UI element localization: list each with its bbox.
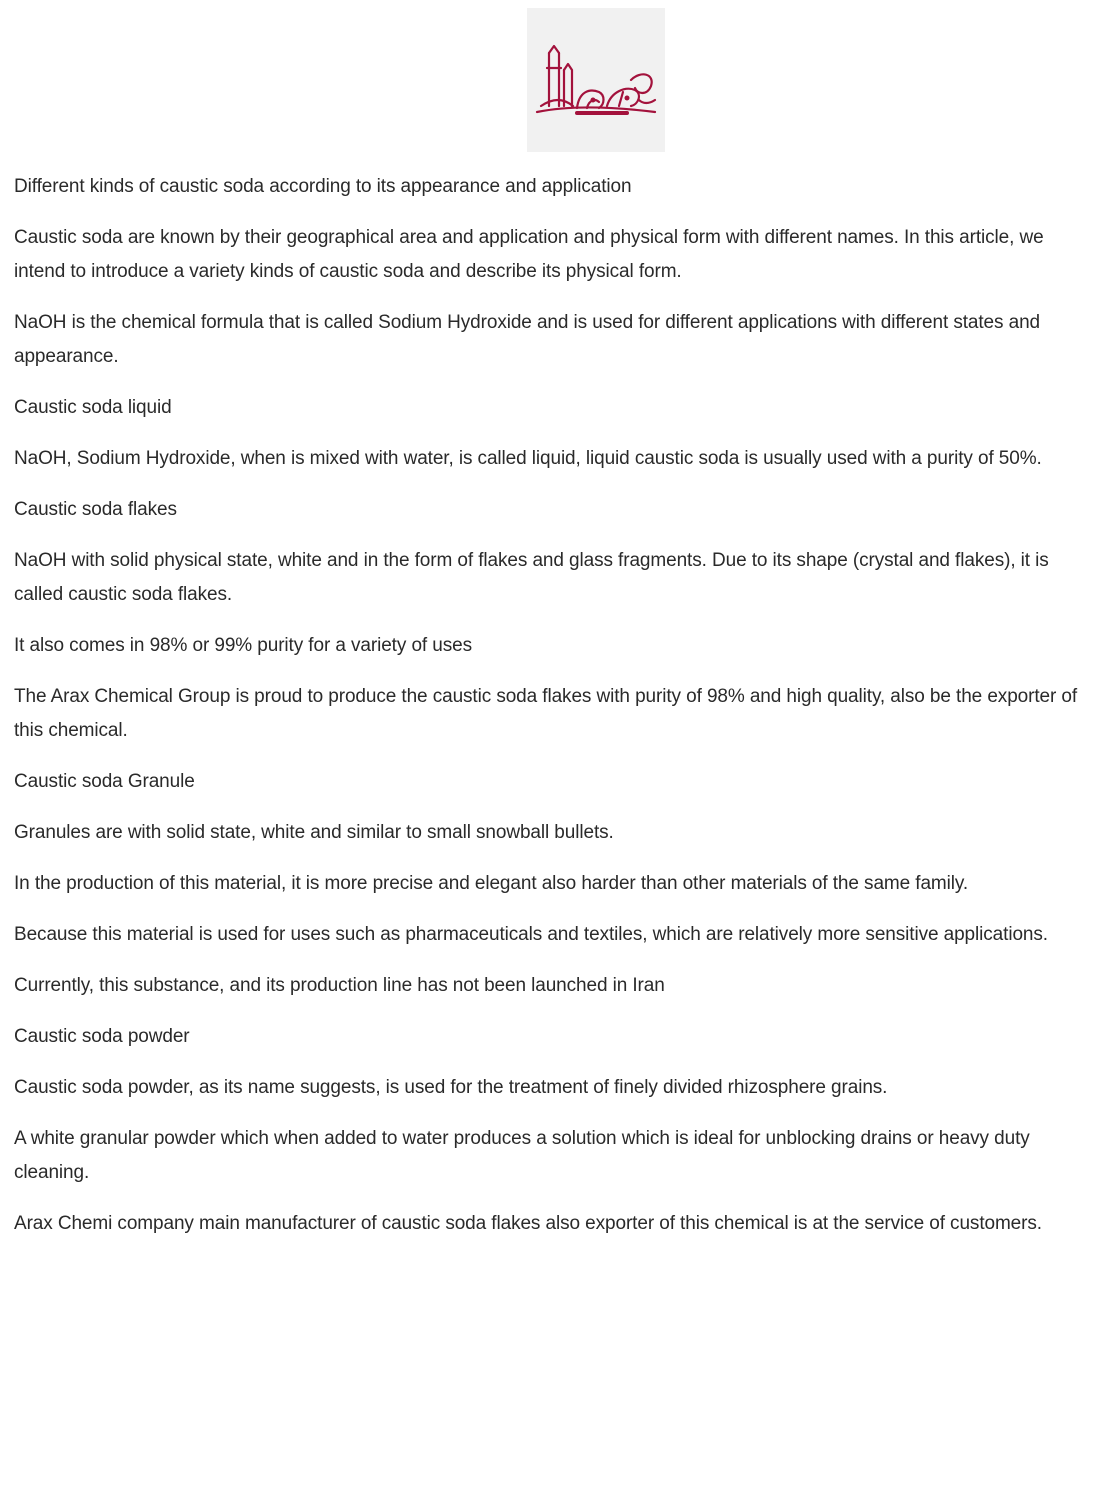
article-title: Different kinds of caustic soda according to its appearance and application bbox=[14, 176, 632, 197]
paragraph-powder: Caustic soda powder, as its name suggests, is used for the treatment of finely divided rhizosphere grains. bbox=[14, 1077, 888, 1098]
paragraph-powder-use: A white granular powder which when added to water produces a solution which is ideal for unblocking drains or heavy duty cleaning. bbox=[14, 1128, 1030, 1183]
company-logo bbox=[527, 8, 665, 152]
section-heading-granule: Caustic soda Granule bbox=[14, 771, 195, 792]
section-heading-flakes: Caustic soda flakes bbox=[14, 499, 177, 520]
article bbox=[14, 170, 1090, 1258]
paragraph-intro: Caustic soda are known by their geographical area and application and physical form with different names. In this article, we intend to introduce a variety kinds of caustic soda and describe its physical form. bbox=[14, 227, 1044, 282]
section-heading-powder: Caustic soda powder bbox=[14, 1026, 190, 1047]
paragraph-flakes: NaOH with solid physical state, white and in the form of flakes and glass fragments. Due to its shape (crystal and flakes), it is called caustic soda flakes. bbox=[14, 550, 1049, 605]
paragraph-granule-production: In the production of this material, it is more precise and elegant also harder than other materials of the same family. bbox=[14, 873, 969, 894]
paragraph-granule-uses: Because this material is used for uses such as pharmaceuticals and textiles, which are relatively more sensitive applications. bbox=[14, 924, 1048, 945]
section-heading-liquid: Caustic soda liquid bbox=[14, 397, 172, 418]
paragraph-arax-flakes: The Arax Chemical Group is proud to produce the caustic soda flakes with purity of 98% and high quality, also be the exporter of this chemical. bbox=[14, 686, 1078, 741]
paragraph-flakes-purity: It also comes in 98% or 99% purity for a variety of uses bbox=[14, 635, 472, 656]
company-logo-icon bbox=[527, 8, 665, 152]
paragraph-granule: Granules are with solid state, white and similar to small snowball bullets. bbox=[14, 822, 614, 843]
paragraph-liquid: NaOH, Sodium Hydroxide, when is mixed with water, is called liquid, liquid caustic soda is usually used with a purity of 50%. bbox=[14, 448, 1042, 469]
paragraph-granule-iran: Currently, this substance, and its production line has not been launched in Iran bbox=[14, 975, 665, 996]
paragraph-formula: NaOH is the chemical formula that is called Sodium Hydroxide and is used for different applications with different states and appearance. bbox=[14, 312, 1040, 367]
paragraph-arax-service: Arax Chemi company main manufacturer of caustic soda flakes also exporter of this chemical is at the service of customers. bbox=[14, 1213, 1042, 1234]
